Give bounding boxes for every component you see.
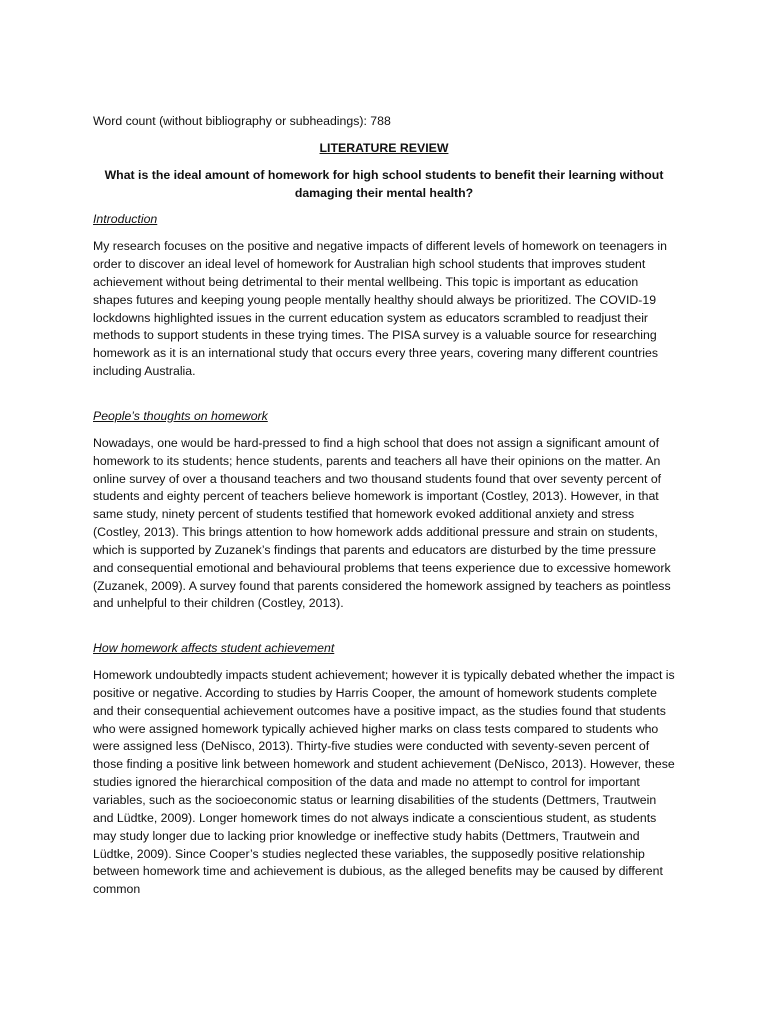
section-heading: People’s thoughts on homework (93, 408, 268, 423)
word-count: Word count (without bibliography or subheadings): 788 (93, 114, 391, 128)
section-homework-achievement (93, 640, 675, 899)
document-page (93, 113, 675, 908)
section-spacer (93, 390, 675, 408)
section-peoples-thoughts (93, 408, 675, 613)
research-question: What is the ideal amount of homework for high school students to benefit their learning without damaging their mental health? (104, 167, 664, 200)
section-spacer (93, 622, 675, 640)
document-title: LITERATURE REVIEW (319, 140, 449, 155)
section-paragraph: My research focuses on the positive and negative impacts of different levels of homework on teenagers in order to discover an ideal level of homework for Australian high school students that improves student achievement without being detrimental to their mental wellbeing. This topic is important as education shapes futures and keeping young people mentally healthy should always be prioritized. The COVID-19 lockdowns highlighted issues in the current education system as educators scrambled to readjust their methods to support students in these trying times. The PISA survey is a valuable source for researching homework as it is an international study that occurs every three years, covering many different countries including Australia. (93, 239, 667, 379)
section-introduction (93, 211, 675, 381)
section-paragraph: Nowadays, one would be hard-pressed to find a high school that does not assign a significant amount of homework to its students; hence students, parents and teachers all have their opinions on the matter. An online survey of over a thousand teachers and two thousand students found that over seventy percent of students and eighty percent of teachers believe homework is important (Costley, 2013). However, in that same study, ninety percent of students testified that homework evoked additional anxiety and stress (Costley, 2013). This brings attention to how homework adds additional pressure and strain on students, which is supported by Zuzanek’s findings that parents and educators are disturbed by the time pressure and consequential emotional and behavioural problems that teens experience due to excessive homework (Zuzanek, 2009). A survey found that parents considered the homework assigned by teachers as pointless and unhelpful to their children (Costley, 2013). (93, 435, 671, 611)
section-heading: Introduction (93, 212, 158, 227)
section-heading: How homework affects student achievement (93, 641, 335, 656)
section-paragraph: Homework undoubtedly impacts student achievement; however it is typically debated whether the impact is positive or negative. According to studies by Harris Cooper, the amount of homework students complete and their consequential achievement outcomes have a positive impact, as the studies found that students who were assigned homework typically achieved higher marks on class tests compared to students who were assigned less (DeNisco, 2013). Thirty-five studies were conducted with seventy-seven percent of those finding a positive link between homework and student achievement (DeNisco, 2013). However, these studies ignored the hierarchical composition of the data and made no attempt to control for important variables, such as the socioeconomic status or learning disabilities of the students (Dettmers, Trautwein and Lüdtke, 2009). Longer homework times do not always indicate a conscientious student, as students may study longer due to lacking prior knowledge or ineffective study habits (Dettmers, Trautwein and Lüdtke, 2009). Since Cooper’s studies neglected these variables, the supposedly positive relationship between homework time and achievement is dubious, as the alleged benefits may be caused by different common (93, 668, 675, 897)
